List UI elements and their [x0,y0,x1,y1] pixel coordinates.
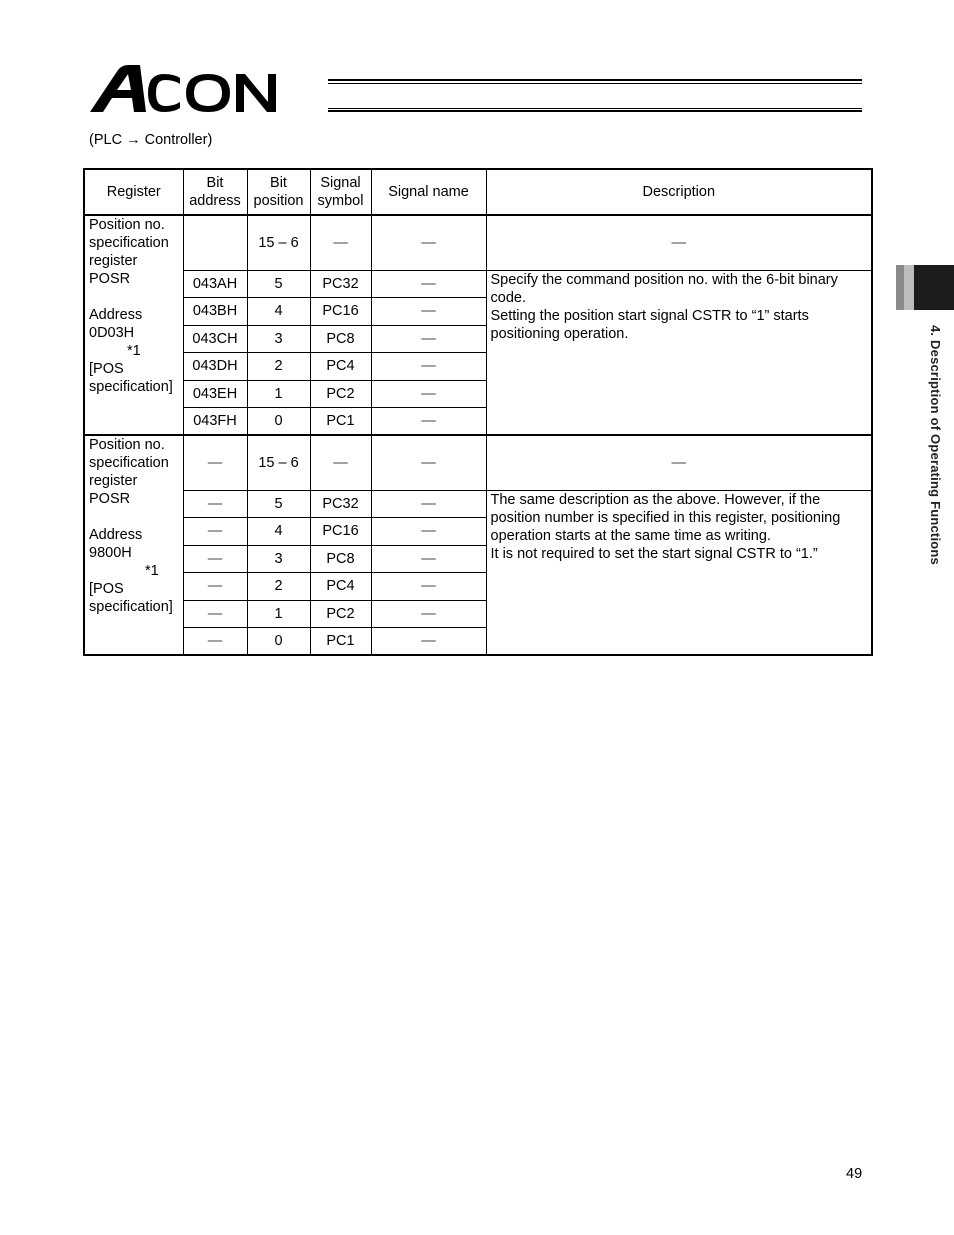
signal-name-cell: — [371,600,486,628]
signal-name-cell: — [371,270,486,298]
table-row [84,490,872,518]
description-cell: — [486,435,872,490]
header-bit-address: Bit address [183,169,247,215]
bit-position-cell: 2 [247,353,310,381]
bit-address-cell: 043AH [183,270,247,298]
signal-symbol-cell: PC4 [310,573,371,601]
bit-address-cell: 043DH [183,353,247,381]
bit-address-cell [183,215,247,270]
bit-address-cell: — [183,490,247,518]
bit-address-cell: — [183,600,247,628]
signal-symbol-cell: PC8 [310,545,371,573]
bit-address-cell: 043FH [183,408,247,436]
header-rule [328,79,862,112]
bit-position-cell: 3 [247,545,310,573]
signal-symbol-cell: PC32 [310,270,371,298]
signal-symbol-cell: — [310,435,371,490]
table-caption: (PLC → Controller) [89,132,213,148]
bit-address-cell: — [183,628,247,656]
signal-symbol-cell: PC2 [310,600,371,628]
header-register: Register [84,169,183,215]
register-group-9800h [84,435,872,655]
bit-position-cell: 15 – 6 [247,215,310,270]
signal-name-cell: — [371,435,486,490]
bit-address-cell: — [183,518,247,546]
description-cell: — [486,215,872,270]
bit-address-cell: 043EH [183,380,247,408]
signal-symbol-cell: PC16 [310,518,371,546]
bit-position-cell: 5 [247,270,310,298]
chapter-tab-marker [896,265,954,310]
header-bit-position: Bit position [247,169,310,215]
bit-position-cell: 1 [247,600,310,628]
signal-symbol-cell: PC1 [310,408,371,436]
signal-name-cell: — [371,573,486,601]
bit-position-cell: 2 [247,573,310,601]
signal-name-cell: — [371,380,486,408]
acon-logo-graphic [88,64,328,116]
bit-address-cell: 043BH [183,298,247,326]
table-row [84,215,872,270]
signal-name-cell: — [371,545,486,573]
bit-address-cell: 043CH [183,325,247,353]
table-header-row [84,169,872,215]
signal-symbol-cell: PC16 [310,298,371,326]
signal-name-cell: — [371,518,486,546]
bit-position-cell: 4 [247,298,310,326]
register-group-0d03h [84,215,872,435]
header-signal-name: Signal name [371,169,486,215]
signal-name-cell: — [371,325,486,353]
bit-address-cell: — [183,435,247,490]
bit-position-cell: 5 [247,490,310,518]
bit-position-cell: 4 [247,518,310,546]
signal-symbol-cell: PC1 [310,628,371,656]
description-cell: The same description as the above. However, if the position number is specified in this register, positioning operation starts at the same time as writing. It is not required to set the start signal CSTR to “1.” [486,490,872,655]
bit-position-cell: 15 – 6 [247,435,310,490]
header-description: Description [486,169,872,215]
acon-logo [88,64,328,116]
chapter-side-label: 4. Description of Operating Functions [928,325,943,565]
page-number: 49 [846,1166,863,1182]
table-row [84,270,872,298]
signal-symbol-cell: PC32 [310,490,371,518]
bit-address-cell: — [183,573,247,601]
register-cell: Position no. specification register POSR Address 9800H *1 [POS specification] [84,435,183,655]
signal-name-cell: — [371,490,486,518]
signal-name-cell: — [371,215,486,270]
signal-symbol-cell: PC2 [310,380,371,408]
bit-address-cell: — [183,545,247,573]
register-cell: Position no. specification register POSR Address 0D03H *1 [POS specification] [84,215,183,435]
bit-position-cell: 3 [247,325,310,353]
bit-position-cell: 0 [247,628,310,656]
signal-name-cell: — [371,408,486,436]
signal-symbol-cell: PC4 [310,353,371,381]
signal-symbol-cell: — [310,215,371,270]
header-signal-symbol: Signal symbol [310,169,371,215]
register-table [83,168,873,656]
signal-symbol-cell: PC8 [310,325,371,353]
signal-name-cell: — [371,628,486,656]
description-cell: Specify the command position no. with the 6-bit binary code. Setting the position start signal CSTR to “1” starts positioning operation. [486,270,872,435]
bit-position-cell: 0 [247,408,310,436]
signal-name-cell: — [371,353,486,381]
bit-position-cell: 1 [247,380,310,408]
signal-name-cell: — [371,298,486,326]
table-row [84,435,872,490]
